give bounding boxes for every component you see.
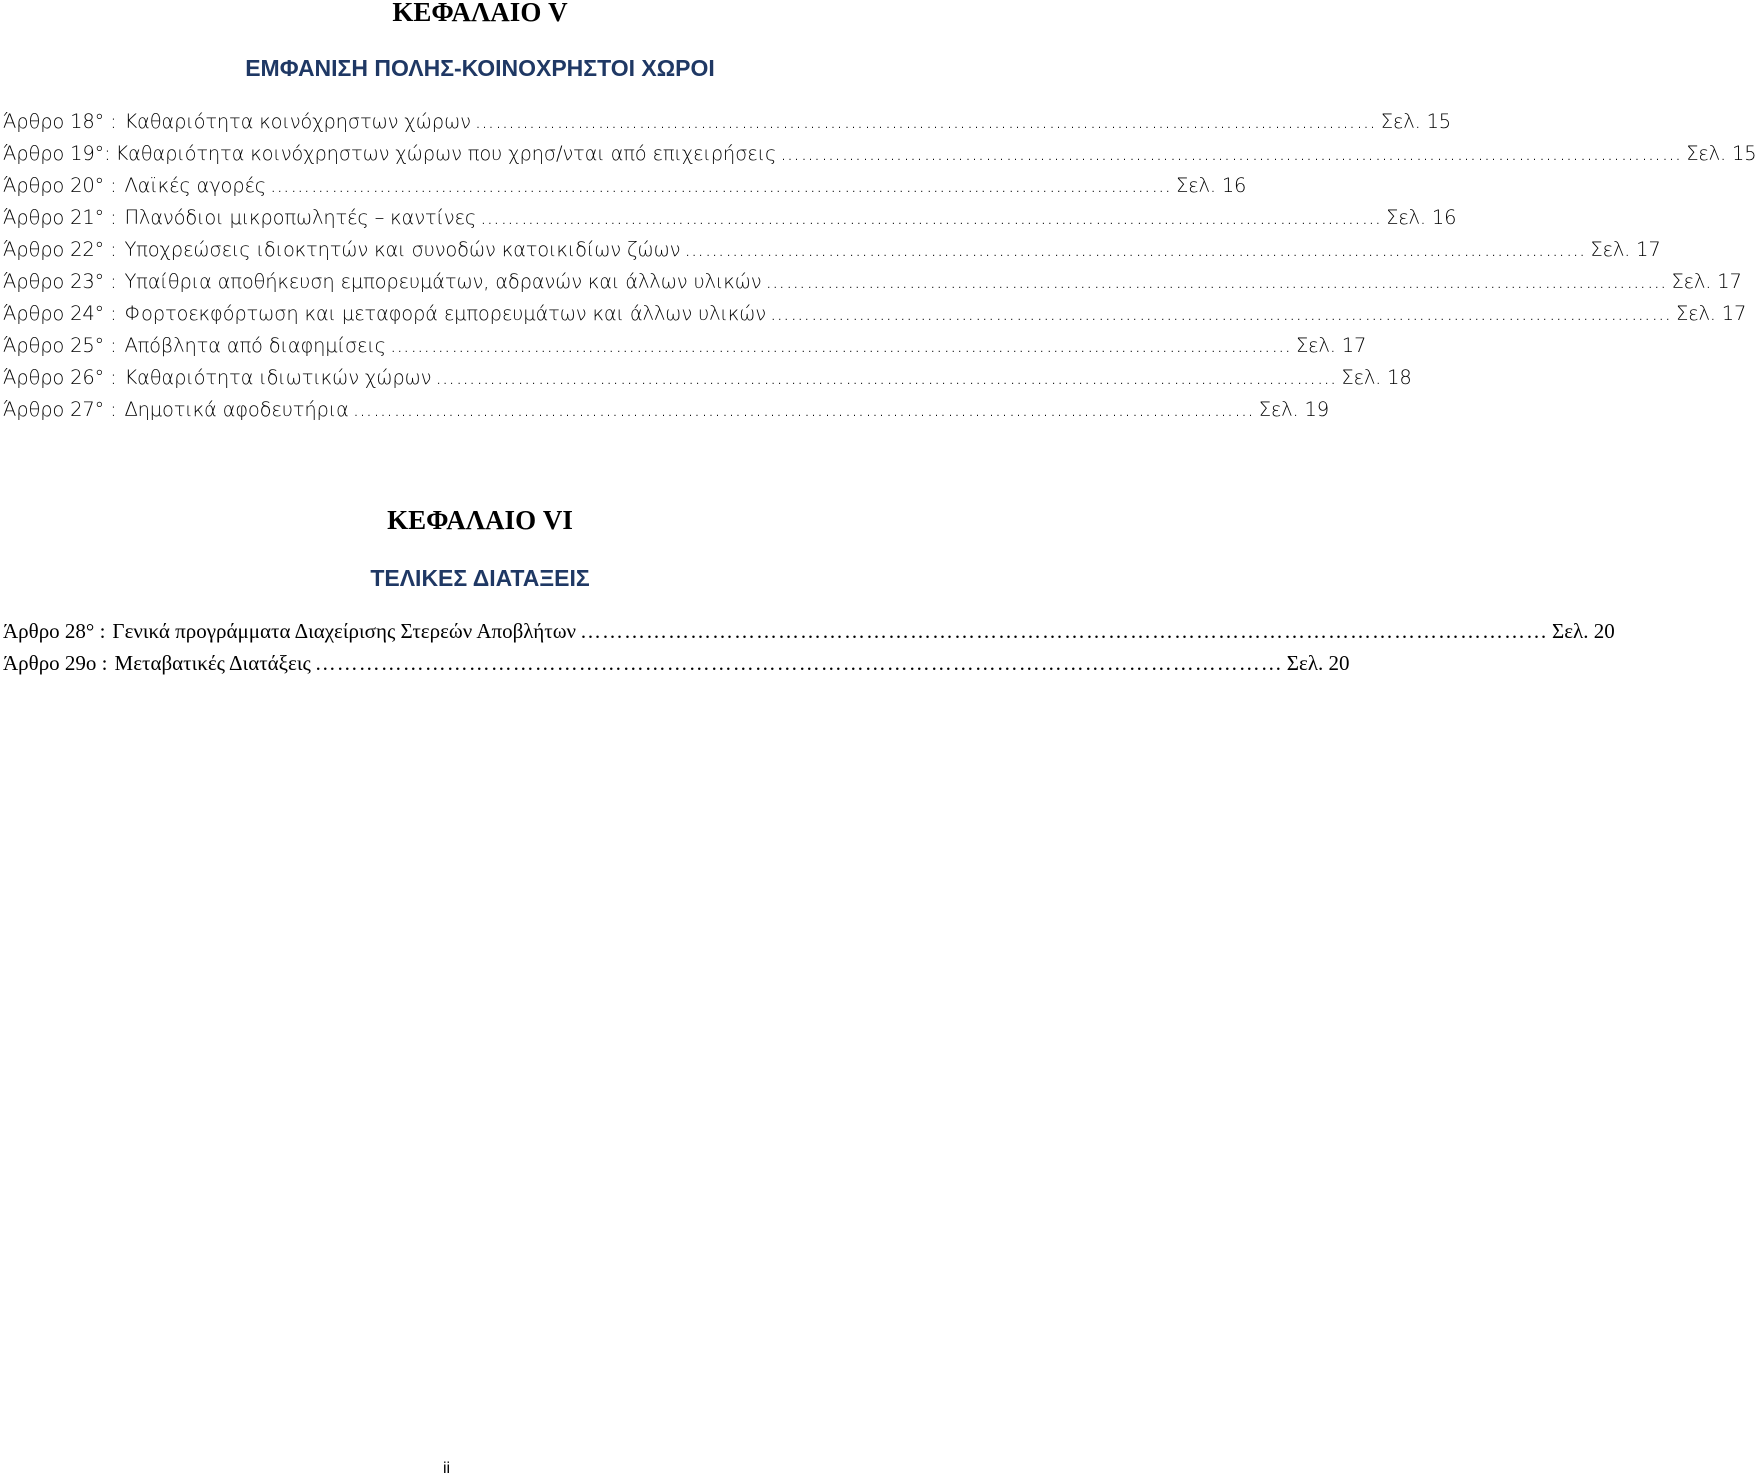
- toc-leader-dots: ……………………………………………………………………………………………………………………: [580, 619, 1549, 643]
- toc-article-number: Άρθρο 24° :: [3, 302, 117, 325]
- toc-leader-dots: ……………………………………………………………………………………………………………………: [684, 238, 1587, 261]
- toc-entry[interactable]: [3, 651, 1350, 681]
- toc-leader-dots: ……………………………………………………………………………………………………………………: [765, 270, 1668, 293]
- toc-leader-dots: ……………………………………………………………………………………………………………………: [769, 302, 1672, 325]
- toc-page-ref: Σελ. 20: [1552, 619, 1615, 643]
- toc-article-title: Λαϊκές αγορές: [124, 174, 267, 197]
- chapter-5-heading: ΚΕΦΑΛΑΙΟ V: [392, 0, 568, 27]
- toc-article-title: Υποχρεώσεις ιδιοκτητών και συνοδών κατοικιδίων ζώων: [124, 238, 681, 261]
- toc-article-number: Άρθρο 22° :: [3, 238, 117, 261]
- toc-article-title: Απόβλητα από διαφημίσεις: [124, 334, 386, 357]
- toc-article-title: Μεταβατικές Διατάξεις: [114, 651, 311, 675]
- toc-entry[interactable]: [3, 366, 1412, 396]
- toc-entry[interactable]: [3, 270, 1742, 300]
- toc-article-title: Πλανόδιοι μικροπωλητές – καντίνες: [124, 206, 477, 229]
- toc-article-number: Άρθρο 20° :: [3, 174, 117, 197]
- chapter-6-heading: ΚΕΦΑΛΑΙΟ VI: [387, 505, 573, 535]
- toc-leader-dots: ……………………………………………………………………………………………………………………: [314, 651, 1283, 675]
- toc-article-title: Καθαριότητα κοινόχρηστων χώρων που χρησ/νται από επιχειρήσεις: [115, 142, 777, 165]
- toc-leader-dots: ……………………………………………………………………………………………………………………: [780, 142, 1683, 165]
- toc-entry[interactable]: [3, 302, 1747, 332]
- page-number: ii: [442, 1460, 451, 1477]
- toc-article-number: Άρθρο 29ο :: [3, 651, 108, 675]
- toc-page-ref: Σελ. 16: [1176, 174, 1247, 197]
- toc-entry[interactable]: [3, 142, 1756, 172]
- toc-leader-dots: ……………………………………………………………………………………………………………………: [352, 398, 1255, 421]
- toc-leader-dots: ……………………………………………………………………………………………………………………: [435, 366, 1338, 389]
- toc-page-ref: Σελ. 17: [1295, 334, 1367, 357]
- toc-leader-dots: ……………………………………………………………………………………………………………………: [389, 334, 1292, 357]
- toc-page-ref: Σελ. 17: [1675, 302, 1747, 325]
- toc-page-ref: Σελ. 17: [1671, 270, 1742, 293]
- toc-article-number: Άρθρο 19°:: [3, 142, 111, 165]
- toc-page-ref: Σελ. 17: [1590, 238, 1661, 261]
- toc-article-number: Άρθρο 21° :: [3, 206, 117, 229]
- toc-entry[interactable]: [3, 238, 1661, 268]
- toc-entry[interactable]: [3, 110, 1451, 140]
- chapter-6-subtitle: ΤΕΛΙΚΕΣ ΔΙΑΤΑΞΕΙΣ: [370, 565, 590, 591]
- toc-page-ref: Σελ. 16: [1386, 206, 1457, 229]
- toc-article-title: Φορτοεκφόρτωση και μεταφορά εμπορευμάτων και άλλων υλικών: [124, 302, 766, 325]
- toc-entry[interactable]: [3, 206, 1457, 236]
- toc-article-title: Υπαίθρια αποθήκευση εμπορευμάτων, αδρανών και άλλων υλικών: [124, 270, 762, 293]
- toc-entry[interactable]: [3, 174, 1247, 204]
- toc-page-ref: Σελ. 15: [1380, 110, 1451, 133]
- toc-article-number: Άρθρο 23° :: [3, 270, 117, 293]
- toc-entry[interactable]: [3, 398, 1329, 428]
- toc-article-number: Άρθρο 25° :: [3, 334, 117, 357]
- toc-page-ref: Σελ. 15: [1686, 142, 1756, 165]
- toc-article-title: Δημοτικά αφοδευτήρια: [124, 398, 349, 421]
- toc-article-title: Καθαριότητα ιδιωτικών χώρων: [124, 366, 432, 389]
- toc-article-number: Άρθρο 18° :: [3, 110, 117, 133]
- toc-article-title: Γενικά προγράμματα Διαχείρισης Στερεών Αποβλήτων: [112, 619, 577, 643]
- toc-article-number: Άρθρο 26° :: [3, 366, 117, 389]
- toc-article-title: Καθαριότητα κοινόχρηστων χώρων: [124, 110, 471, 133]
- toc-entry[interactable]: [3, 334, 1367, 364]
- toc-article-number: Άρθρο 27° :: [3, 398, 117, 421]
- chapter-5-subtitle: ΕΜΦΑΝΙΣΗ ΠΟΛΗΣ-ΚΟΙΝΟΧΡΗΣΤΟΙ ΧΩΡΟΙ: [245, 55, 715, 81]
- toc-page-ref: Σελ. 18: [1341, 366, 1412, 389]
- toc-leader-dots: ……………………………………………………………………………………………………………………: [480, 206, 1383, 229]
- toc-leader-dots: ……………………………………………………………………………………………………………………: [474, 110, 1377, 133]
- toc-leader-dots: ……………………………………………………………………………………………………………………: [270, 174, 1173, 197]
- toc-entry[interactable]: [3, 619, 1615, 649]
- toc-article-number: Άρθρο 28° :: [3, 619, 106, 643]
- toc-page-ref: Σελ. 19: [1258, 398, 1329, 421]
- toc-page-ref: Σελ. 20: [1286, 651, 1350, 675]
